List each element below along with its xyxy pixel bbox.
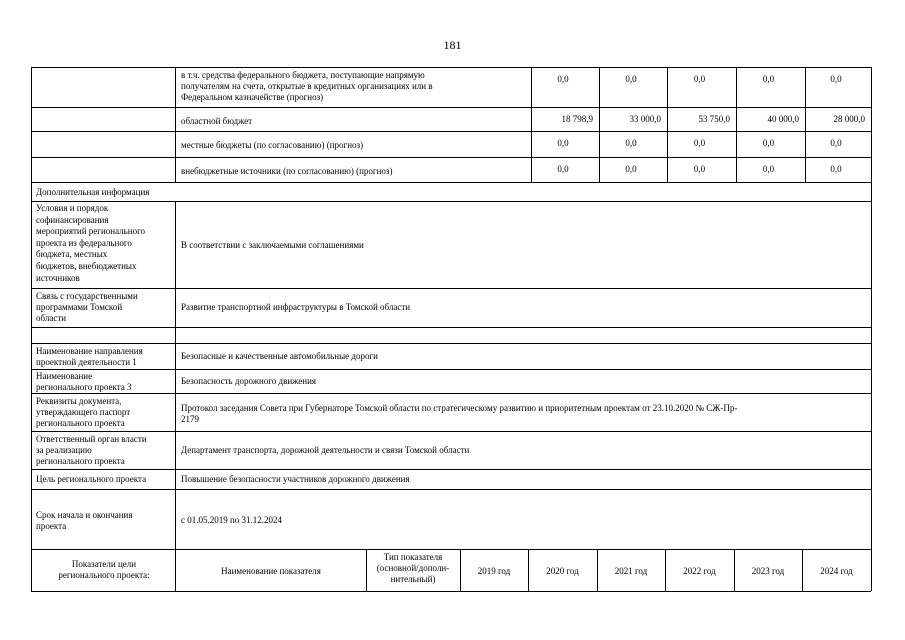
conditions-label: бюджетов, внебюджетных xyxy=(36,261,137,271)
table-row-rule xyxy=(31,393,871,394)
funding-value: 33 000,0 xyxy=(629,114,661,124)
funding-value: 0,0 xyxy=(693,74,706,84)
document-label: утверждающего паспорт xyxy=(36,407,131,417)
page-number: 181 xyxy=(443,38,462,52)
table-row-rule xyxy=(31,469,871,470)
direction-label: Наименование направления xyxy=(36,346,143,356)
table-row-rule xyxy=(31,201,871,202)
indicator-type-column-header: Тип показателя xyxy=(383,552,443,562)
conditions-label: бюджета, местных xyxy=(36,249,108,260)
funding-value: 0,0 xyxy=(625,164,637,174)
indicator-col-rule xyxy=(175,549,176,591)
table-col-rule xyxy=(175,67,176,182)
year-column-header: 2019 год xyxy=(477,566,511,576)
responsible-label: Ответственный орган власти xyxy=(36,434,147,444)
table-row-rule xyxy=(31,107,871,108)
value-col-rule xyxy=(667,67,668,182)
responsible-label: регионального проекта xyxy=(36,456,125,466)
table-border-right xyxy=(871,67,872,591)
funding-row-label: Федеральном казначействе (прогноз) xyxy=(181,92,324,102)
table-row-rule xyxy=(31,591,871,592)
funding-value: 53 750,0 xyxy=(698,114,730,124)
table-row-rule xyxy=(31,67,871,68)
table-col-rule xyxy=(175,201,176,343)
conditions-label: Условия и порядок xyxy=(36,203,109,213)
goal-value: Повышение безопасности участников дорожного движения xyxy=(181,474,410,484)
table-row-rule xyxy=(31,288,871,289)
dates-label: Срок начала и окончания xyxy=(36,510,133,520)
conditions-label: проекта из федерального xyxy=(36,237,132,248)
document-label: регионального проекта xyxy=(36,418,125,428)
year-column-header: 2022 год xyxy=(683,566,716,576)
table-row-rule xyxy=(31,549,871,550)
table-row-rule xyxy=(31,369,871,370)
section-heading-additional-info: Дополнительная информация xyxy=(36,187,150,197)
year-column-header: 2024 год xyxy=(820,566,853,576)
funding-value: 40 000,0 xyxy=(767,114,799,124)
direction-value: Безопасные и качественные автомобильные дороги xyxy=(181,351,378,361)
responsible-label: за реализацию xyxy=(36,445,92,455)
funding-value: 0,0 xyxy=(625,74,637,84)
document-value: 2179 xyxy=(181,414,199,424)
project-name-label: регионального проекта 3 xyxy=(36,382,132,392)
funding-value: 0,0 xyxy=(557,138,569,148)
conditions-value: В соответствии с заключаемыми соглашениями xyxy=(181,240,364,250)
table-row-rule xyxy=(31,343,871,344)
funding-value: 0,0 xyxy=(830,164,842,174)
funding-value: 28 000,0 xyxy=(833,114,865,124)
dates-label: проекта xyxy=(36,521,67,531)
table-row-rule xyxy=(31,131,871,132)
funding-value: 0,0 xyxy=(762,164,775,174)
indicator-type-column-header: нительный) xyxy=(390,574,436,584)
project-name-value: Безопасность дорожного движения xyxy=(181,376,317,386)
funding-value: 0,0 xyxy=(762,138,775,148)
table-border-left xyxy=(31,67,32,591)
goal-label: Цель регионального проекта xyxy=(36,474,147,484)
indicator-name-column-header: Наименование показателя xyxy=(221,566,321,576)
programs-label: области xyxy=(36,313,67,323)
funding-value: 0,0 xyxy=(693,138,706,148)
conditions-label: мероприятий регионального xyxy=(36,226,146,237)
table-row-rule xyxy=(31,182,871,183)
project-name-label: Наименование xyxy=(36,371,93,381)
conditions-label: источников xyxy=(36,272,80,283)
funding-row-label: в т.ч. средства федерального бюджета, поступающие напрямую xyxy=(181,70,425,80)
year-column-header: 2023 год xyxy=(751,566,785,576)
table-row-rule xyxy=(31,431,871,432)
document-value: Протокол заседания Совета при Губернаторе Томской области по стратегическому развитию и приоритетным проектам от 23.10.2020 № СЖ-Пр- xyxy=(181,403,738,413)
programs-value: Развитие транспортной инфраструктуры в Томской области xyxy=(181,302,411,312)
table-row-rule xyxy=(31,157,871,158)
funding-row-label: местные бюджеты (по согласованию) (прогноз) xyxy=(181,140,364,150)
funding-value: 18 798,9 xyxy=(561,114,593,124)
funding-value: 0,0 xyxy=(557,74,569,84)
funding-row-label: областной бюджет xyxy=(181,116,253,126)
funding-value: 0,0 xyxy=(625,138,637,148)
value-col-rule xyxy=(599,67,600,182)
table-row-rule xyxy=(31,489,871,490)
programs-label: Связь с государственными xyxy=(36,291,138,301)
funding-row-label: получателям на счета, открытые в кредитных организациях или в xyxy=(181,81,433,91)
table-row-rule xyxy=(31,327,871,328)
direction-label: проектной деятельности 1 xyxy=(36,357,137,367)
programs-label: программами Томской xyxy=(36,302,123,312)
funding-value: 0,0 xyxy=(557,164,569,174)
funding-value: 0,0 xyxy=(830,74,842,84)
document-label: Реквизиты документа, xyxy=(36,396,122,406)
year-column-header: 2020 год xyxy=(546,566,579,576)
value-col-rule xyxy=(531,67,532,182)
funding-value: 0,0 xyxy=(762,74,775,84)
dates-value: с 01.05.2019 по 31.12.2024 xyxy=(181,515,283,525)
funding-row-label: внебюджетные источники (по согласованию) (прогноз) xyxy=(181,166,393,176)
conditions-label: софинансирования xyxy=(36,214,109,225)
indicators-label: регионального проекта: xyxy=(58,570,150,580)
funding-value: 0,0 xyxy=(830,138,842,148)
value-col-rule xyxy=(805,67,806,182)
value-col-rule xyxy=(736,67,737,182)
funding-value: 0,0 xyxy=(693,164,706,174)
year-column-header: 2021 год xyxy=(614,566,648,576)
responsible-value: Департамент транспорта, дорожной деятельности и связи Томской области xyxy=(181,445,470,455)
indicator-type-column-header: (основной/дополн- xyxy=(376,563,450,573)
indicators-label: Показатели цели xyxy=(71,559,137,569)
